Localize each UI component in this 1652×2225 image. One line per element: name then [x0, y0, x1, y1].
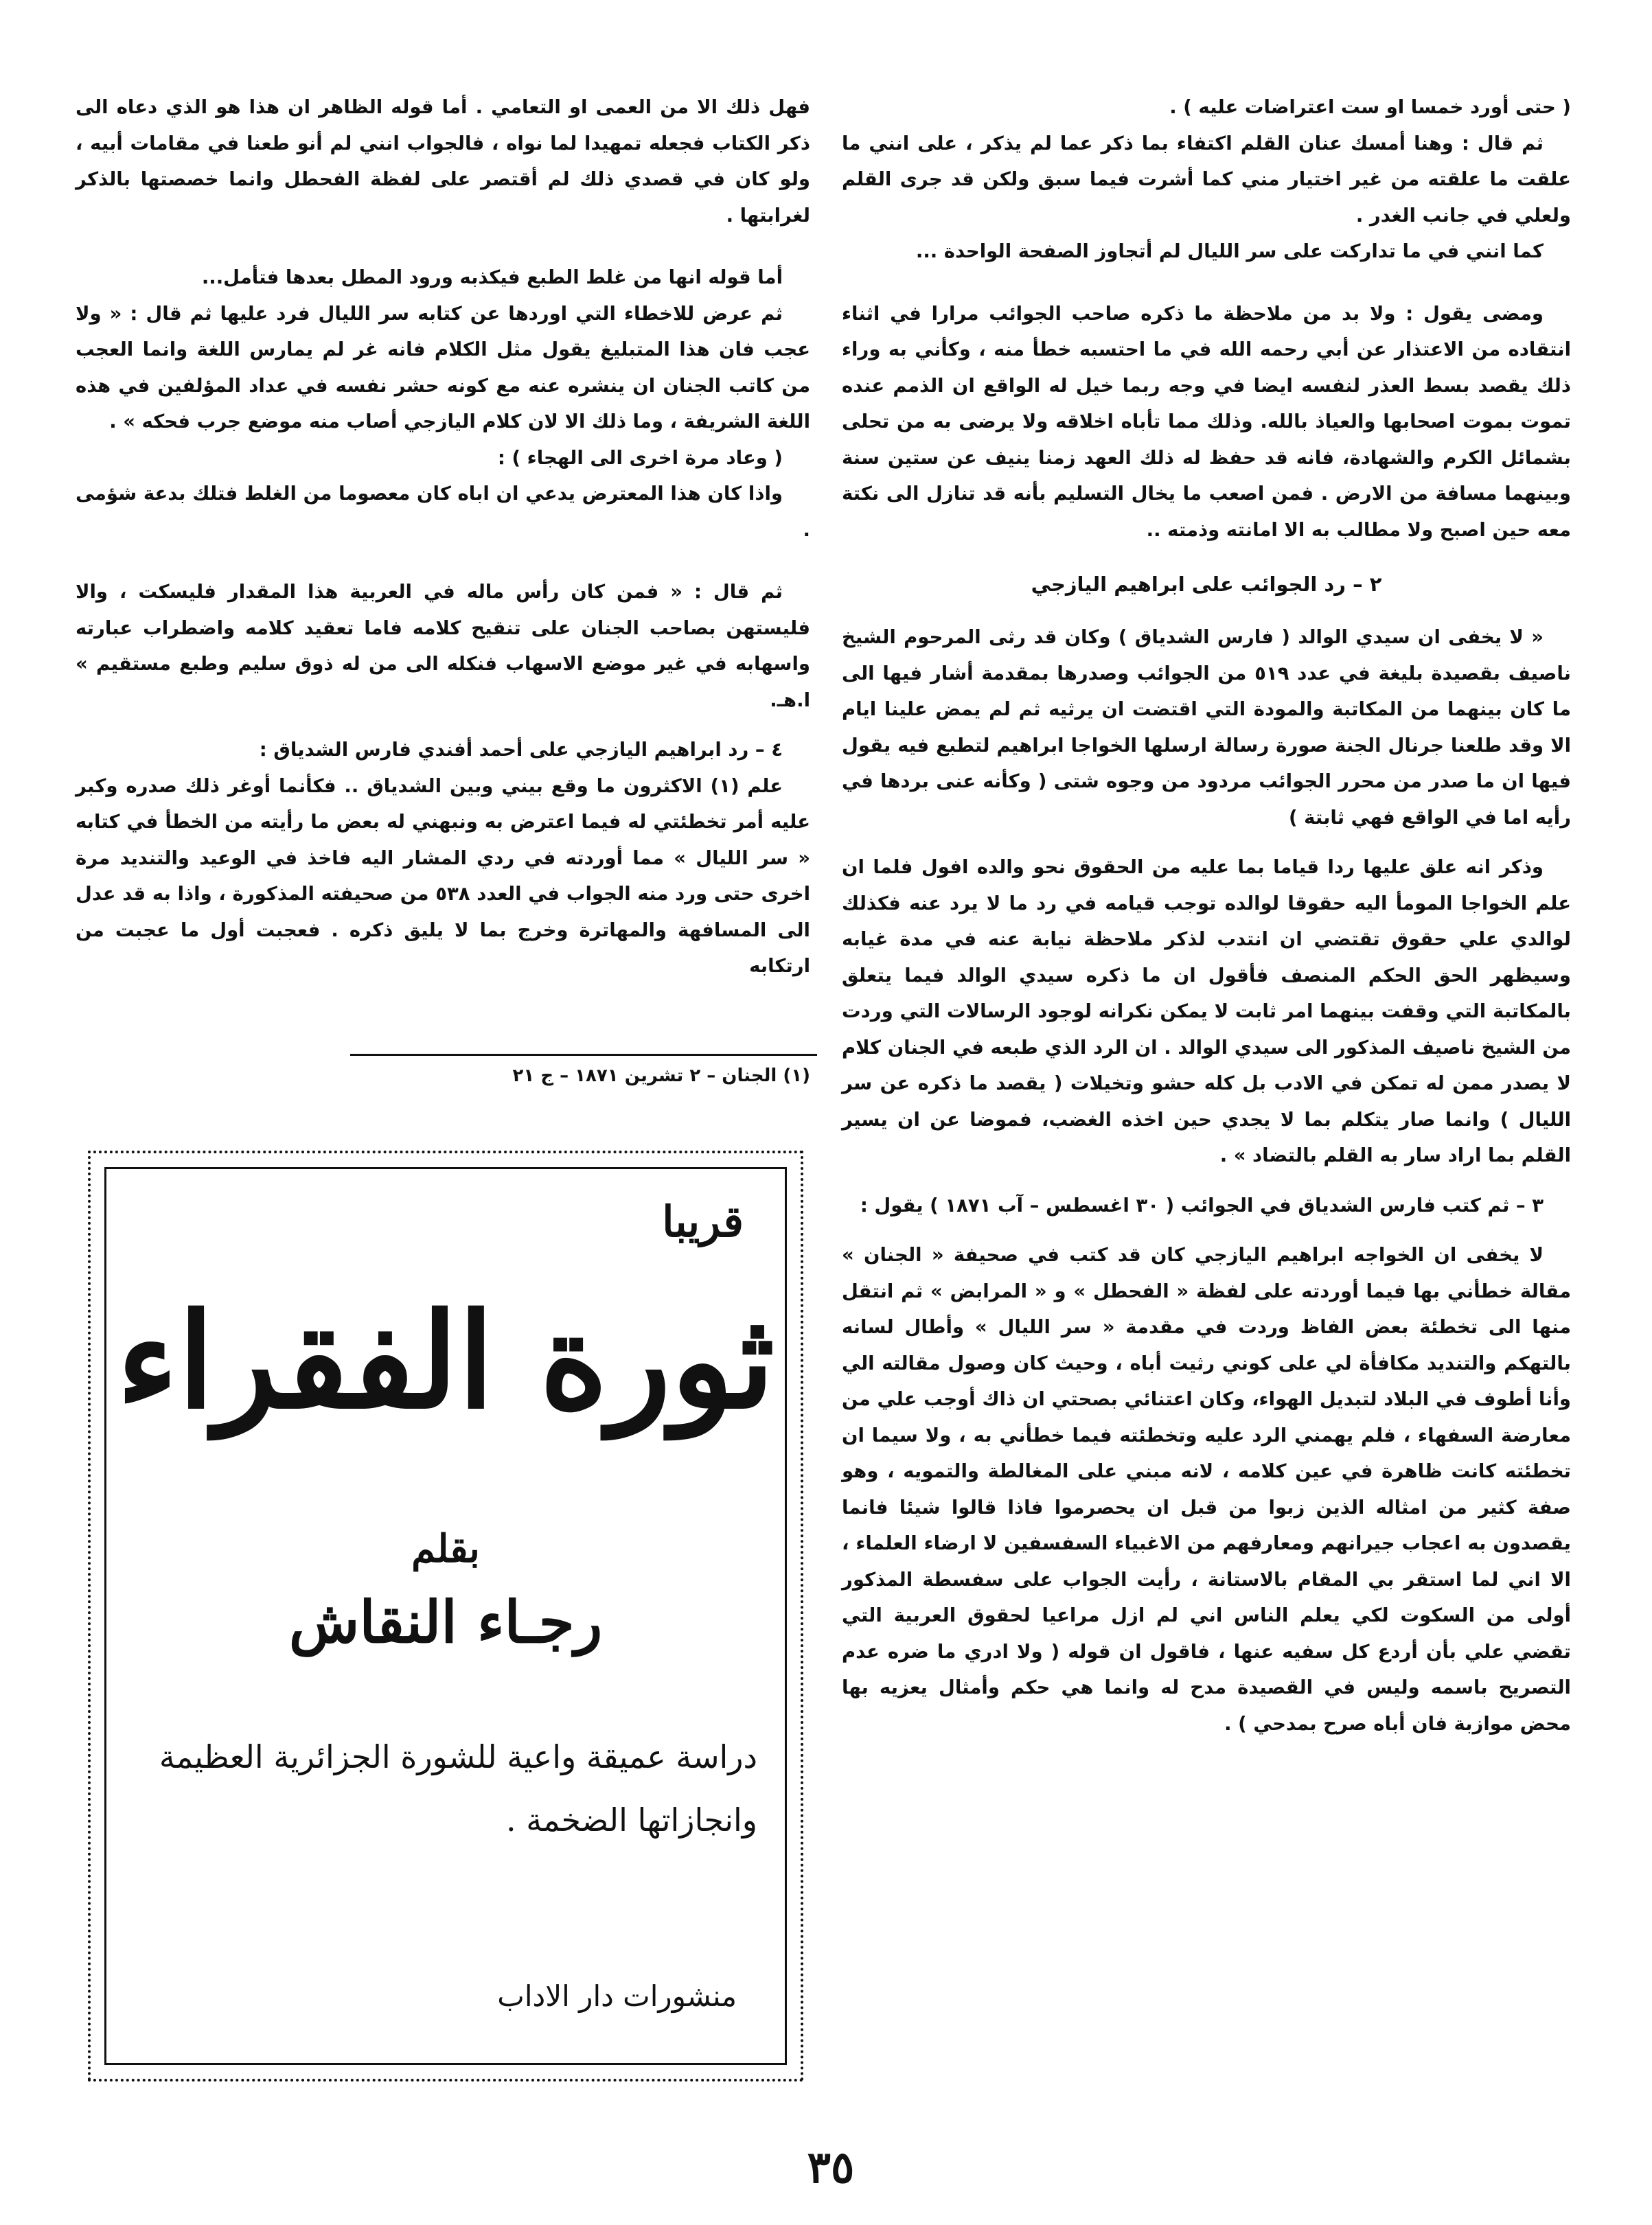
- right-column: [842, 89, 1571, 1742]
- paragraph: ثم عرض للاخطاء التي اوردها عن كتابه سر الليال فرد عليها ثم قال : « ولا عجب فان هذا المتبليغ يقول مثل الكلام فانه غر لم يمارس اللغة وانما العجب من كاتب الجنان ان ينشره عنه مع كونه حشر نفسه في عداد المؤلفين في هذه اللغة الشريفة ، وما ذلك الا لان كلام اليازجي أصاب منه موضع جرب فحكه » .: [76, 302, 810, 433]
- paragraph: أما قوله انها من غلط الطبع فيكذبه ورود المطل بعدها فتأمل...: [201, 266, 783, 288]
- section-subheading: ٤ – رد ابراهيم اليازجي على أحمد أفندي فارس الشدياق :: [259, 739, 783, 761]
- paragraph: واذا كان هذا المعترض يدعي ان اباه كان معصوما من الغلط فتلك بدعة شؤمى .: [76, 483, 810, 541]
- paragraph: كما انني في ما تداركت على سر الليال لم أتجاوز الصفحة الواحدة ...: [915, 240, 1544, 262]
- footnote-divider: [350, 1054, 817, 1056]
- ad-description: دراسة عميقة واعية للشورة الجزائرية العظيمة وانجازاتها الضخمة .: [159, 1738, 757, 1838]
- paragraph: وذكر انه علق عليها ردا قياما بما عليه من الحقوق نحو والده افول فلما ان علم الخواجا المومأ اليه حقوقا لوالده توجب قيامه في رد ما لا يرد عنه فكذلك لوالدي علي حقوق تقتضي ان انتدب لذكر ملاحظة نيابة عنه في مدة غيابه وسيظهر الحق الحكم المنصف فأقول ان ما ذكره سيدي الوالد فيما يتعلق بالمكاتبة التي وقفت بينهما امر ثابت لا يمكن نكرانه لوجود الرسالات التي وردت من الشيخ ناصيف المذكور الى سيدي الوالد . ان الرد الذي طبعه في الجنان كلام لا يصدر ممن له تمكن في الادب بل كله حشو وتخيلات ( يقصد ما ذكره عن سر الليال ) وانما صار يتكلم بما لا يجدي حين اخذه الغضب، فموضا عن ان يسير القلم بما اراد سار به القلم بالتضاد » .: [842, 856, 1571, 1166]
- paragraph: علم (١) الاكثرون ما وقع بيني وبين الشدياق .. فكأنما أوغر ذلك صدره وكبر عليه أمر تخطئتي له فيما اعترض به ونبهني له بعض ما رأيته من الخطأ في كتابه « سر الليال » مما أوردته في ردي المشار اليه فاخذ في الوعيد والتنديد مرة اخرى حتى ورد منه الجواب في العدد ٥٣٨ من صحيفته المذكورة ، واذا به قد عدل الى المسافهة والمهاترة وخرج بما لا يليق ذكره . فعجبت أول ما عجبت من ارتكابه: [76, 774, 811, 977]
- section-heading: ٢ – رد الجوائب على ابراهيم اليازجي: [1031, 573, 1382, 596]
- paragraph: ( حتى أورد خمسا او ست اعتراضات عليه ) .: [1169, 96, 1571, 118]
- book-advertisement: [88, 1151, 803, 2082]
- advertisement-frame: [104, 1167, 787, 2065]
- section-subheading: ٣ – ثم كتب فارس الشدياق في الجوائب ( ٣٠ اغسطس – آب ١٨٧١ ) يقول :: [860, 1194, 1544, 1217]
- paragraph: ( وعاد مرة اخرى الى الهجاء ) :: [497, 446, 783, 469]
- ad-author-name: رجـاء النقاش: [288, 1588, 603, 1656]
- ad-coming-soon: قريبا: [662, 1197, 744, 1247]
- ad-by-label: بقلم: [411, 1526, 480, 1571]
- paragraph: ثم قال : وهنا أمسك عنان القلم اكتفاء بما ذكر عما لم يذكر ، على انني ما علقت ما علقته من غير اختيار مني كما أشرت فيما سبق ولكن قد جرى القلم ولعلي في جانب الغدر .: [842, 132, 1571, 227]
- ad-book-title: ثورة الفقراء: [116, 1284, 775, 1438]
- ad-publisher: منشورات دار الاداب: [497, 1979, 737, 2013]
- paragraph: « لا يخفى ان سيدي الوالد ( فارس الشدياق ) وكان قد رثى المرحوم الشيخ ناصيف بقصيدة بليغة في عدد ٥١٩ من الجوائب وصدرها بمقدمة أشار فيها الى ما كان بينهما من المكاتبة والمودة التي اقتضت ان يرثيه ثم لم يمض علينا ايام الا وقد طلعنا جرنال الجنة صورة رسالة ارسلها الخواجا ابراهيم لتطبع فيه يقول فيها ان ما صدر من محرر الجوائب مردود من وجوه شتى ( وكأنه عنى بردها في رأيه اما في الواقع فهي ثابتة ): [842, 626, 1571, 829]
- paragraph: لا يخفى ان الخواجه ابراهيم اليازجي كان قد كتب في صحيفة « الجنان » مقالة خطأني بها فيما أوردته على لفظة « الفحطل » و « المرابض » ثم انتقل منها الى تخطئة بعض الفاظ وردت في مقدمة « سر الليال » وأطال لسانه بالتهكم والتنديد مكافأة لي على كوني رثيت أباه ، وحيث كان وصول مقالته الي وأنا أطوف في البلاد لتبديل الهواء، وكان اعتنائي بصحتي ان ذاك أوجب علي من معارضة السفهاء ، فلم يهمني الرد عليه وتخطئته فيما خطأني به ، ولا سيما ان تخطئته كانت ظاهرة في عين كلامه ، لانه مبني على المغالطة والتمويه ، وهو صفة كثير من امثاله الذين زبوا من قبل ان يحصرموا فاذا قالوا شيئا فانما يقصدون به اعجاب جيرانهم ومعارفهم من الاغبياء السفسفين لا ارضاء العلماء ، الا اني لما استقر بي المقام بالاستانة ، رأيت الجواب على سفسطة المذكور أولى من السكوت لكي يعلم الناس اني لم ازل مراعيا لحقوق العربية التي تقضي علي بأن أردع كل سفيه عنها ، فاقول ان قوله ( ولا ادري ما ضره عدم التصريح باسمه وليس في القصيدة مدح له وانما هي حكم وأمثال يعزيه بها محض موازبة فان أباه صرح بمدحي ) .: [842, 1244, 1571, 1735]
- page-number: ٣٥: [807, 2142, 855, 2193]
- footnote: (١) الجنان – ٢ تشرين ١٨٧١ – ج ٢١: [512, 1065, 810, 1086]
- paragraph: فهل ذلك الا من العمى او التعامي . أما قوله الظاهر ان هذا هو الذي دعاه الى ذكر الكتاب فجعله تمهيدا لما نواه ، فالجواب انني لم أنو طعنا في مقامات أبيه ، ولو كان في قصدي ذلك لم أقتصر على لفظة الفحطل وانما خصصتها بالذكر لغرابتها .: [76, 96, 810, 227]
- paragraph: ومضى يقول : ولا بد من ملاحظة ما ذكره صاحب الجوائب مرارا في اثناء انتقاده من الاعتذار عن أبي رحمه الله في ما احتسبه خطأ منه ، وكأني به وراء ذلك يقصد بسط العذر لنفسه ايضا في وجه ربما خيل له الواقع ان الذمم عنده تموت بموت اصحابها والعياذ بالله. وذلك مما تأباه اخلاقه ولا يرضى به من تحلى بشمائل الكرم والشهادة، فانه قد حفظ له ذلك العهد زمنا ينيف عن ستين سنة وبينهما مسافة من الارض . فمن اصعب ما يخال التسليم بأنه قد تنازل الى نكتة معه حين اصبح ولا مطالب به الا امانته وذمته ..: [842, 302, 1571, 541]
- paragraph: ثم قال : « فمن كان رأس ماله في العربية هذا المقدار فليسكت ، والا فليستهن بصاحب الجنان على تنقيح كلامه فاما تعقيد كلامه واضطراب عبارته واسهابه في غير موضع الاسهاب فنكله الى من له ذوق سليم وطبع مستقيم » ا.هـ.: [76, 581, 810, 711]
- left-column: [76, 89, 810, 984]
